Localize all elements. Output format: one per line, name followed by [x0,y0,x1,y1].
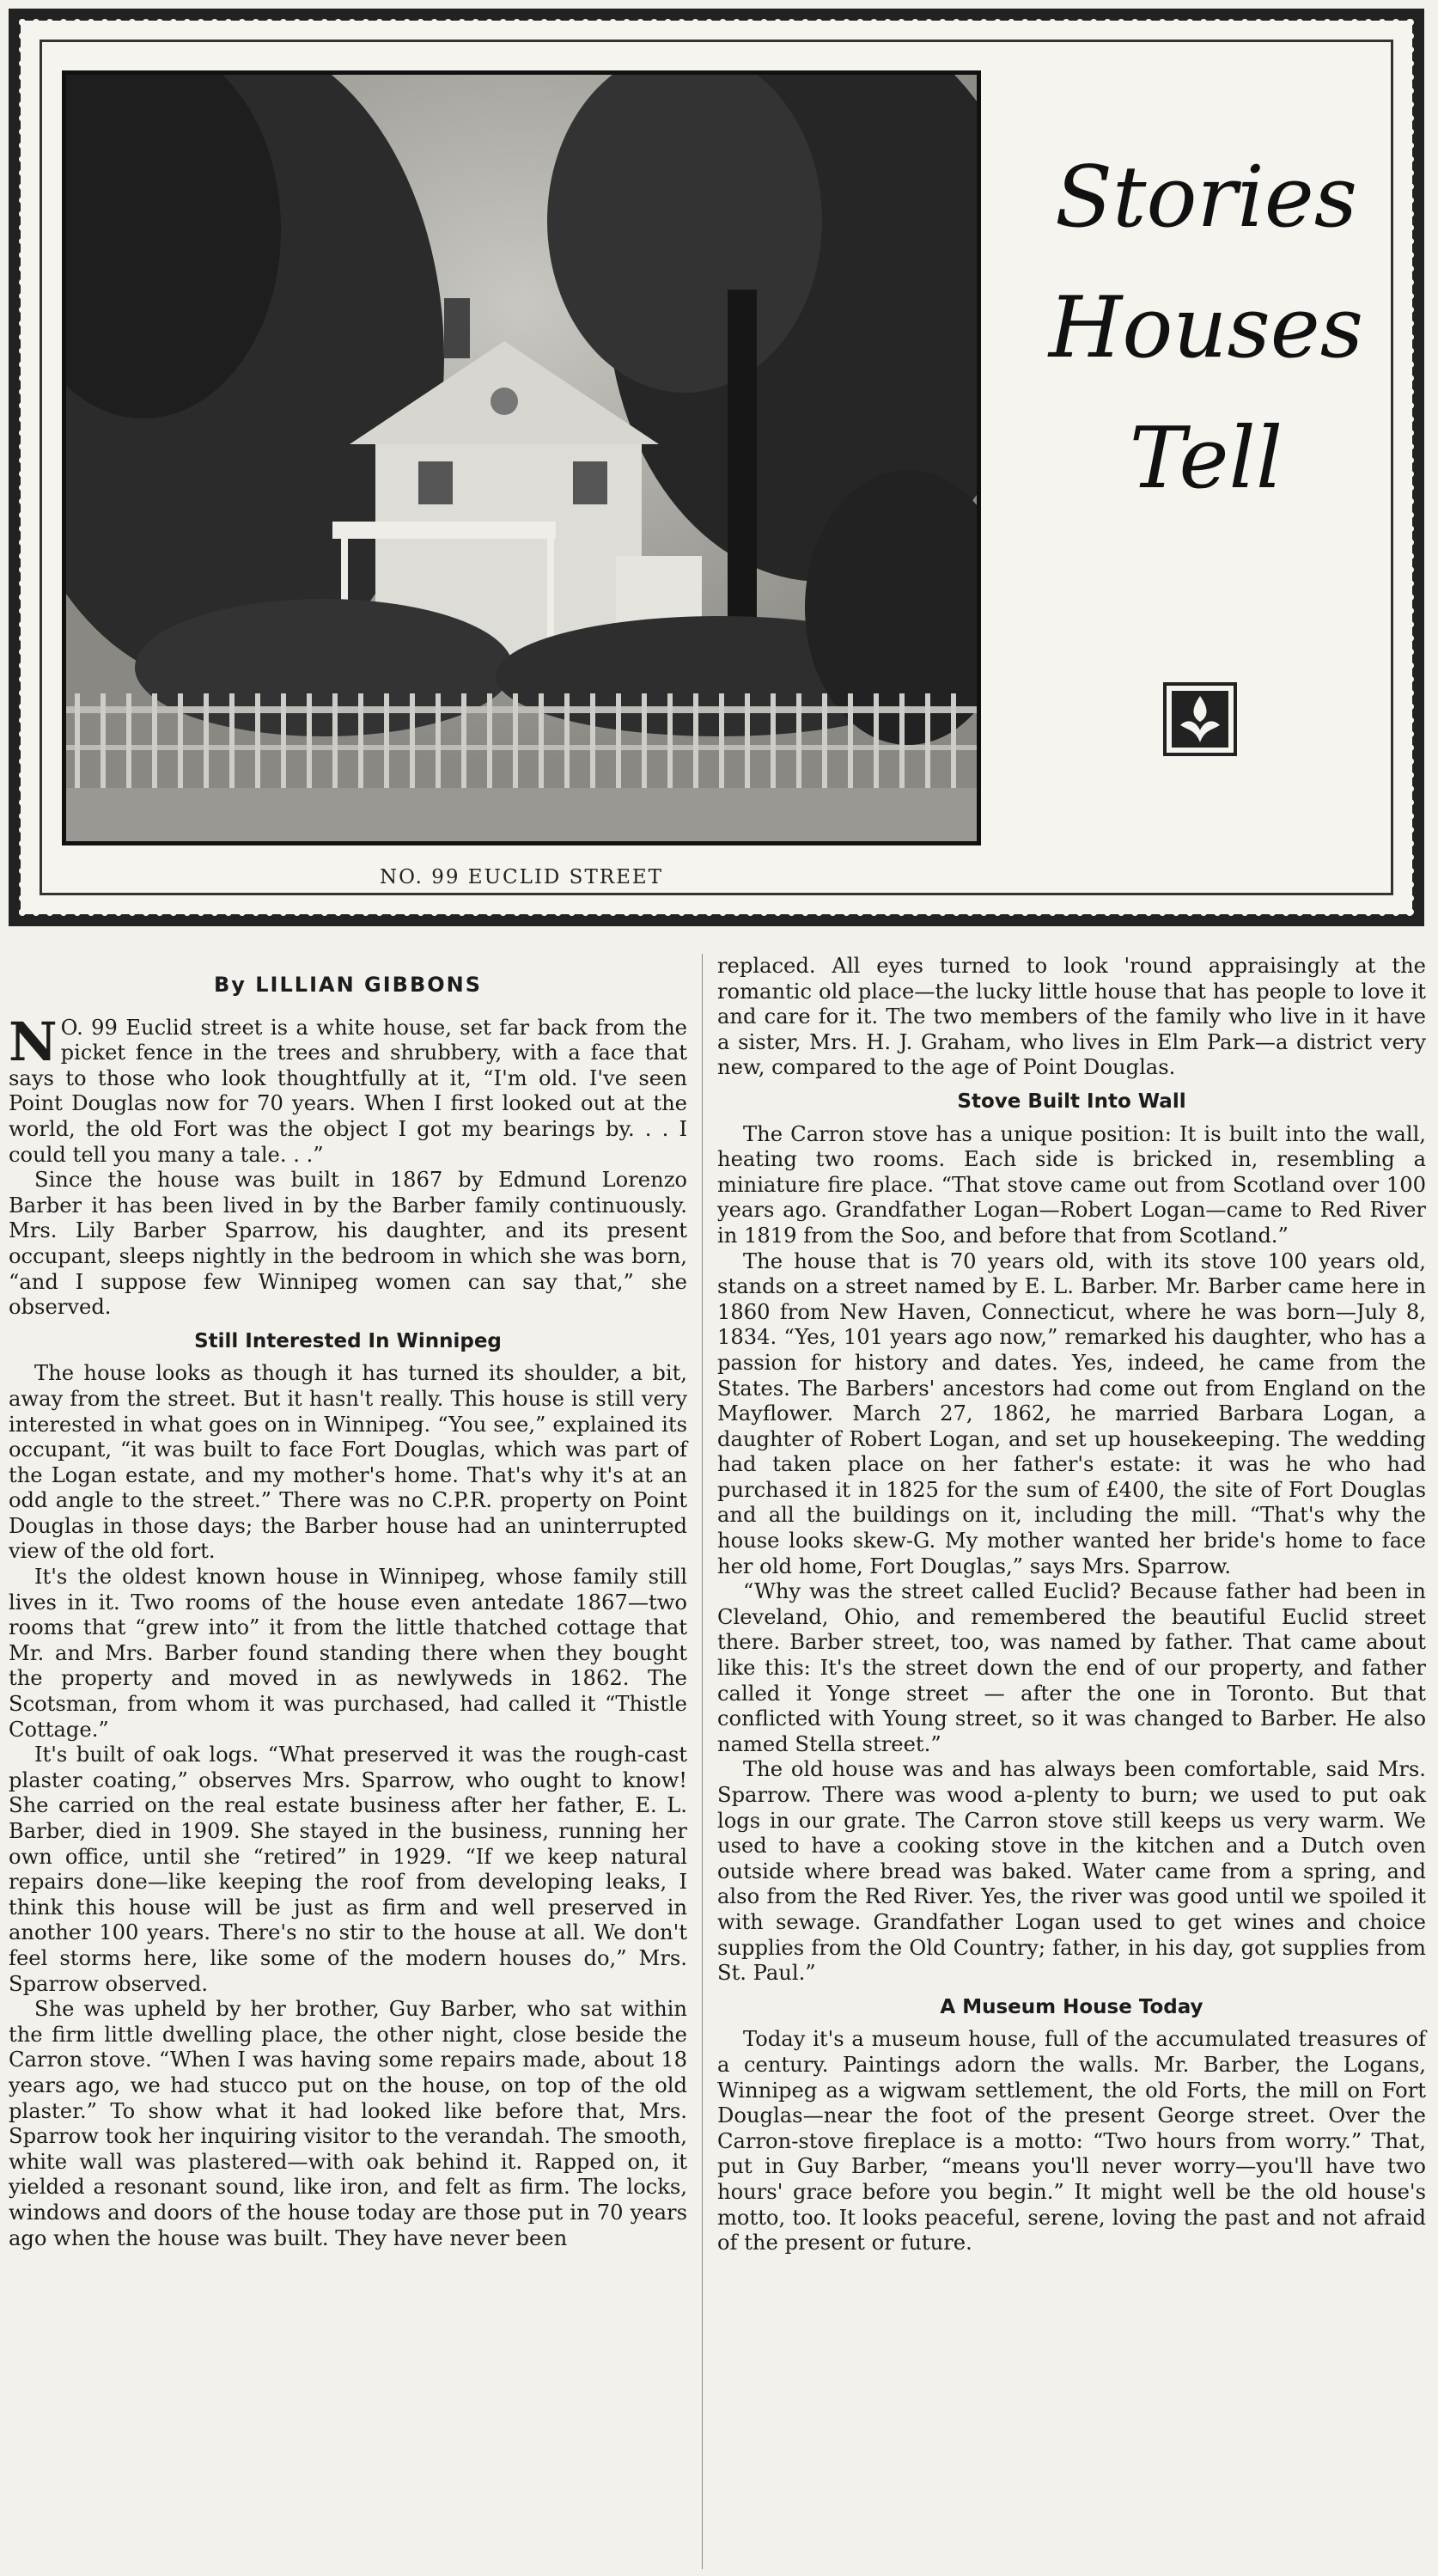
paragraph-7: replaced. All eyes turned to look 'round appraisingly at the romantic old place—the lucky little house that has people to love it and care for it. The two members of the family who live in it have a sister, Mrs. H. J. Graham, who lives in Elm Park—a district very new, compared to the age of Point Douglas. [717,954,1426,1080]
byline: By LILLIAN GIBBONS [213,973,483,997]
paragraph-10: “Why was the street called Euclid? Because father had been in Cleveland, Ohio, and remembered the beautiful Euclid street there. Barber street, too, was named by father. That came about like this: It's the street down the end of our property, and father called it Yonge street — after the one in Toronto. But that conflicted with Young street, so it was changed to Barber. He also named Stella street.” [717,1579,1426,1756]
house-photo [62,70,981,845]
photo-caption: NO. 99 EUCLID STREET [379,866,664,888]
paragraph-5: It's built of oak logs. “What preserved it was the rough-cast plaster coating,” observes Mrs. Sparrow, who ought to know! She carried on the real estate business after her father, E. L. Barber, died in 1909. She stayed in the business, running her own office, until she “retired” in 1929. “If we keep natural repairs done—like keeping the roof from developing leaks, I think this house will be just as firm and well preserved in another 100 years. There's no stir to the house at all. We don't feel storms here, like some of the modern houses do,” Mrs. Sparrow observed. [9,1743,687,1996]
article-column-right [717,954,1426,2256]
paragraph-2: Since the house was built in 1867 by Edmund Lorenzo Barber it has been lived in by the Barber family continuously. Mrs. Lily Barber Sparrow, his daughter, and its present occupant, sleeps nightly in the bedroom in which she was born, “and I suppose few Winnipeg women can say that,” she observed. [9,1168,687,1320]
header-banner [9,9,1424,926]
column-divider [702,954,703,2569]
paragraph-9: The house that is 70 years old, with its stove 100 years old, stands on a street named by E. L. Barber. Mr. Barber came here in 1860 from New Haven, Connecticut, where he was born—July 8, 1834. “Yes, 101 years ago now,” remarked his daughter, who has a passion for history and dates. Yes, indeed, he came from the States. The Barbers' ancestors had come out from England on the Mayflower. March 27, 1862, he married Barbara Logan, a daughter of Robert Logan, and set up housekeeping. The wedding had taken place on her father's estate: it was he who had purchased it in 1825 for the sum of £400, the site of Fort Douglas and all the buildings on it, including the mill. “That's why the house looks skew-G. My mother wanted her bride's home to face her old home, Fort Douglas,” says Mrs. Sparrow. [717,1248,1426,1578]
subhead-museum: A Museum House Today [940,1995,1203,2018]
drop-cap: N [9,1010,58,1073]
paragraph-12: Today it's a museum house, full of the accumulated treasures of a century. Paintings adorn the walls. Mr. Barber, the Logans, Winnipeg as a wigwam settlement, the old Forts, the mill on Fort Douglas—near the foot of the present George street. Over the Carron-stove fireplace is a motto: “Two hours from worry.” That, put in Guy Barber, “means you'll never worry—you'll have two hours' grace before you begin.” It might well be the old house's motto, too. It looks peaceful, serene, loving the past and not afraid of the present or future. [717,2027,1426,2256]
intro-text: O. 99 Euclid street is a white house, set far back from the picket fence in the trees and shrubbery, with a face that says to those who look thoughtfully at it, “I'm old. I've seen Point Douglas now for 70 years. When I first looked out at the world, the old Fort was the object I got my bearings by. . . I could tell you many a tale. . .” [9,1015,687,1167]
paragraph-4: It's the oldest known house in Winnipeg, whose family still lives in it. Two rooms of the house even antedate 1867—two rooms that “grew into” it from the little thatched cottage that Mr. and Mrs. Barber found standing there when they bought the property and moved in as newlyweds in 1862. The Scotsman, from whom it was purchased, had called it “Thistle Cottage.” [9,1565,687,1742]
headline-line-1: Stories [1055,149,1357,247]
headline-line-3: Tell [1129,410,1283,508]
headline [1000,132,1412,524]
subhead-still-interested: Still Interested In Winnipeg [194,1329,502,1352]
intro-paragraph [9,1010,687,1169]
subhead-stove: Stove Built Into Wall [957,1090,1186,1113]
paragraph-8: The Carron stove has a unique position: It is built into the wall, heating two rooms. Each side is bricked in, resembling a miniature fire place. “That stove came out from Scotland over 100 years ago. Grandfather Logan—Robert Logan—came to Red River in 1819 from the Soo, and before that from Scotland.” [717,1121,1426,1248]
article-column-left [9,954,687,2251]
house-photo-illustration [66,75,977,841]
headline-line-2: Houses [1048,279,1364,377]
paragraph-6: She was upheld by her brother, Guy Barber, who sat within the firm little dwelling place, the other night, close beside the Carron stove. “When I was having some repairs made, about 18 years ago, we had stucco put on the house, on top of the old plaster.” To show what it had looked like before that, Mrs. Sparrow took her inquiring visitor to the verandah. The smooth, white wall was plastered—with oak behind it. Rapped on, it yielded a resonant sound, like iron, and felt as firm. The locks, windows and doors of the house today are those put in 70 years ago when the house was built. They have never been [9,1997,687,2250]
paragraph-11: The old house was and has always been comfortable, said Mrs. Sparrow. There was wood a-plenty to burn; we used to put oak logs in our grate. The Carron stove still keeps us very warm. We used to have a cooking stove in the kitchen and a Dutch oven outside where bread was baked. Water came from a spring, and also from the Red River. Yes, the river was good until we spoiled it with sewage. Grandfather Logan used to get wines and choice supplies from the Old Country; father, in his day, got supplies from St. Paul.” [717,1757,1426,1986]
paragraph-3: The house looks as though it has turned its shoulder, a bit, away from the street. But it hasn't really. This house is still very interested in what goes on in Winnipeg. “You see,” explained its occupant, “it was built to face Fort Douglas, which was part of the Logan estate, and my mother's home. That's why it's at an odd angle to the street.” There was no C.P.R. property on Point Douglas in those days; the Barber house had an uninterrupted view of the old fort. [9,1361,687,1564]
fleur-ornament-icon [1163,682,1237,756]
